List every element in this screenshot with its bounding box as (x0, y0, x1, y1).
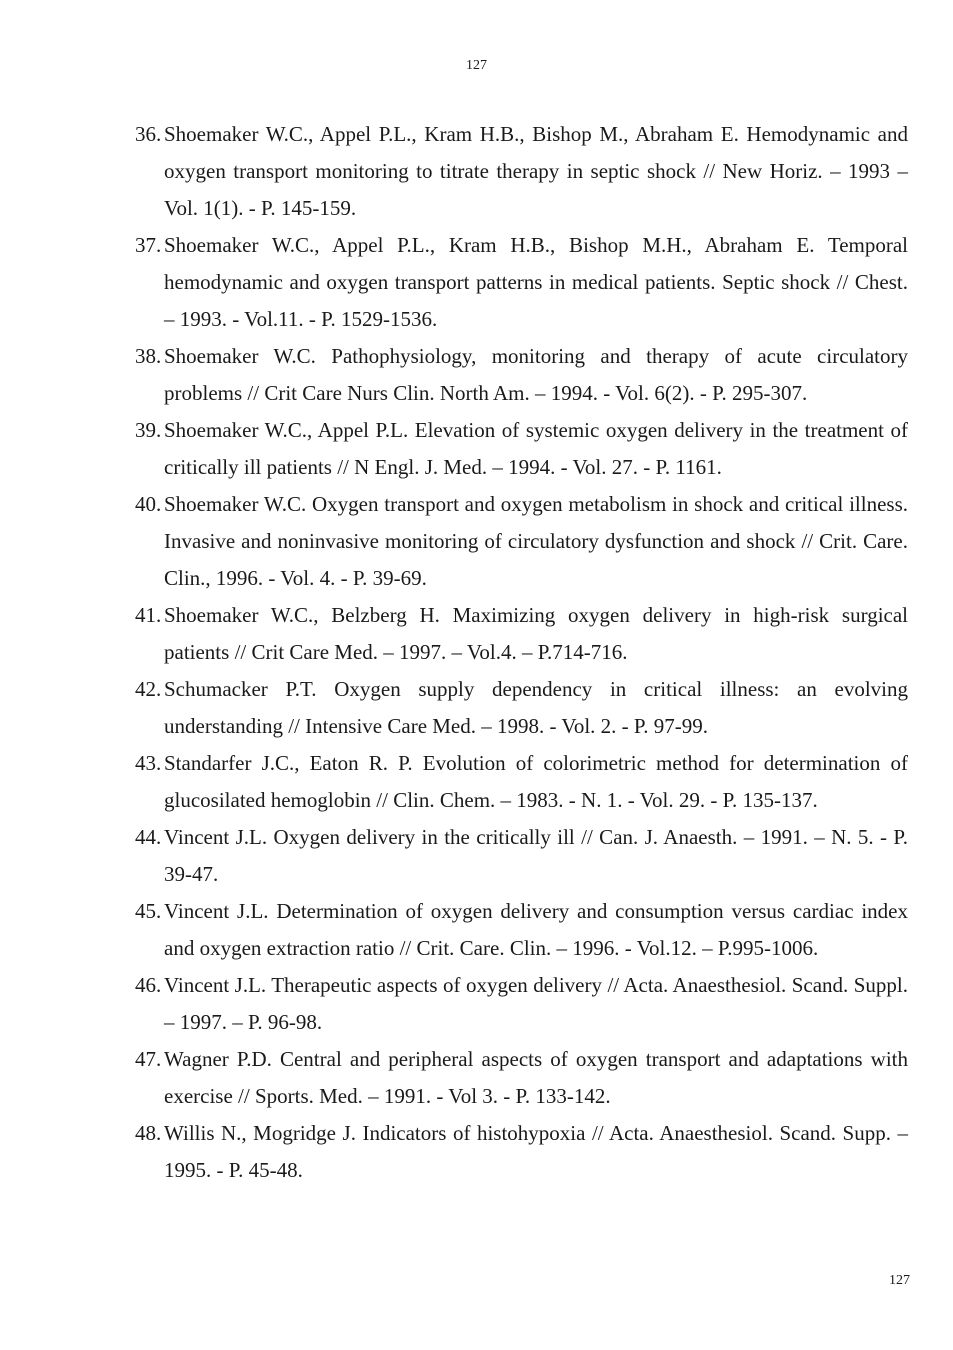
reference-text: Vincent J.L. Determination of oxygen delivery and consumption versus cardiac index and oxygen extraction ratio // Crit. Care. Clin. – 1996. - Vol.12. – P.995-1006. (164, 899, 908, 960)
reference-number: 37. (135, 233, 162, 257)
reference-item (135, 486, 908, 597)
reference-number: 41. (135, 603, 162, 627)
reference-item (135, 1115, 908, 1189)
reference-item (135, 338, 908, 412)
reference-text: Shoemaker W.C., Belzberg H. Maximizing oxygen delivery in high-risk surgical patients // Crit Care Med. – 1997. – Vol.4. – P.714-716. (164, 603, 908, 664)
reference-item (135, 1041, 908, 1115)
reference-text: Standarfer J.C., Eaton R. P. Evolution of colorimetric method for determination of glucosilated hemoglobin // Clin. Chem. – 1983. - N. 1. - Vol. 29. - P. 135-137. (164, 751, 908, 812)
reference-number: 44. (135, 825, 162, 849)
reference-list (135, 116, 908, 1189)
reference-number: 47. (135, 1047, 162, 1071)
reference-text: Willis N., Mogridge J. Indicators of histohypoxia // Acta. Anaesthesiol. Scand. Supp. – 1995. - P. 45-48. (164, 1121, 908, 1182)
reference-item (135, 671, 908, 745)
reference-text: Shoemaker W.C., Appel P.L., Kram H.B., Bishop M.H., Abraham E. Temporal hemodynamic and oxygen transport patterns in medical patients. Septic shock // Chest. – 1993. - Vol.11. - P. 1529-1536. (164, 233, 908, 331)
reference-item (135, 819, 908, 893)
reference-text: Shoemaker W.C. Oxygen transport and oxygen metabolism in shock and critical illness. Invasive and noninvasive monitoring of circulatory dysfunction and shock // Crit. Care. Clin., 1996. - Vol. 4. - P. 39-69. (164, 492, 908, 590)
reference-number: 39. (135, 418, 162, 442)
reference-text: Vincent J.L. Therapeutic aspects of oxygen delivery // Acta. Anaesthesiol. Scand. Suppl. – 1997. – P. 96-98. (164, 973, 908, 1034)
reference-item (135, 597, 908, 671)
reference-item (135, 893, 908, 967)
reference-item (135, 116, 908, 227)
reference-text: Wagner P.D. Central and peripheral aspects of oxygen transport and adaptations with exercise // Sports. Med. – 1991. - Vol 3. - P. 133-142. (164, 1047, 908, 1108)
reference-item (135, 967, 908, 1041)
page-number-bottom: 127 (889, 1273, 910, 1288)
reference-item (135, 412, 908, 486)
reference-number: 48. (135, 1121, 162, 1145)
reference-number: 40. (135, 492, 162, 516)
reference-text: Schumacker P.T. Oxygen supply dependency in critical illness: an evolving understanding // Intensive Care Med. – 1998. - Vol. 2. - P. 97-99. (164, 677, 908, 738)
page-number-top: 127 (466, 58, 487, 73)
reference-number: 45. (135, 899, 162, 923)
reference-text: Shoemaker W.C., Appel P.L., Kram H.B., Bishop M., Abraham E. Hemodynamic and oxygen transport monitoring to titrate therapy in septic shock // New Horiz. – 1993 – Vol. 1(1). - P. 145-159. (164, 122, 908, 220)
reference-number: 38. (135, 344, 162, 368)
reference-number: 43. (135, 751, 162, 775)
reference-text: Shoemaker W.C., Appel P.L. Elevation of systemic oxygen delivery in the treatment of critically ill patients // N Engl. J. Med. – 1994. - Vol. 27. - P. 1161. (164, 418, 908, 479)
reference-number: 36. (135, 122, 162, 146)
reference-item (135, 745, 908, 819)
reference-text: Vincent J.L. Oxygen delivery in the critically ill // Can. J. Anaesth. – 1991. – N. 5. - P. 39-47. (164, 825, 908, 886)
reference-number: 46. (135, 973, 162, 997)
reference-text: Shoemaker W.C. Pathophysiology, monitoring and therapy of acute circulatory problems // Crit Care Nurs Clin. North Am. – 1994. - Vol. 6(2). - P. 295-307. (164, 344, 908, 405)
reference-number: 42. (135, 677, 162, 701)
reference-item (135, 227, 908, 338)
